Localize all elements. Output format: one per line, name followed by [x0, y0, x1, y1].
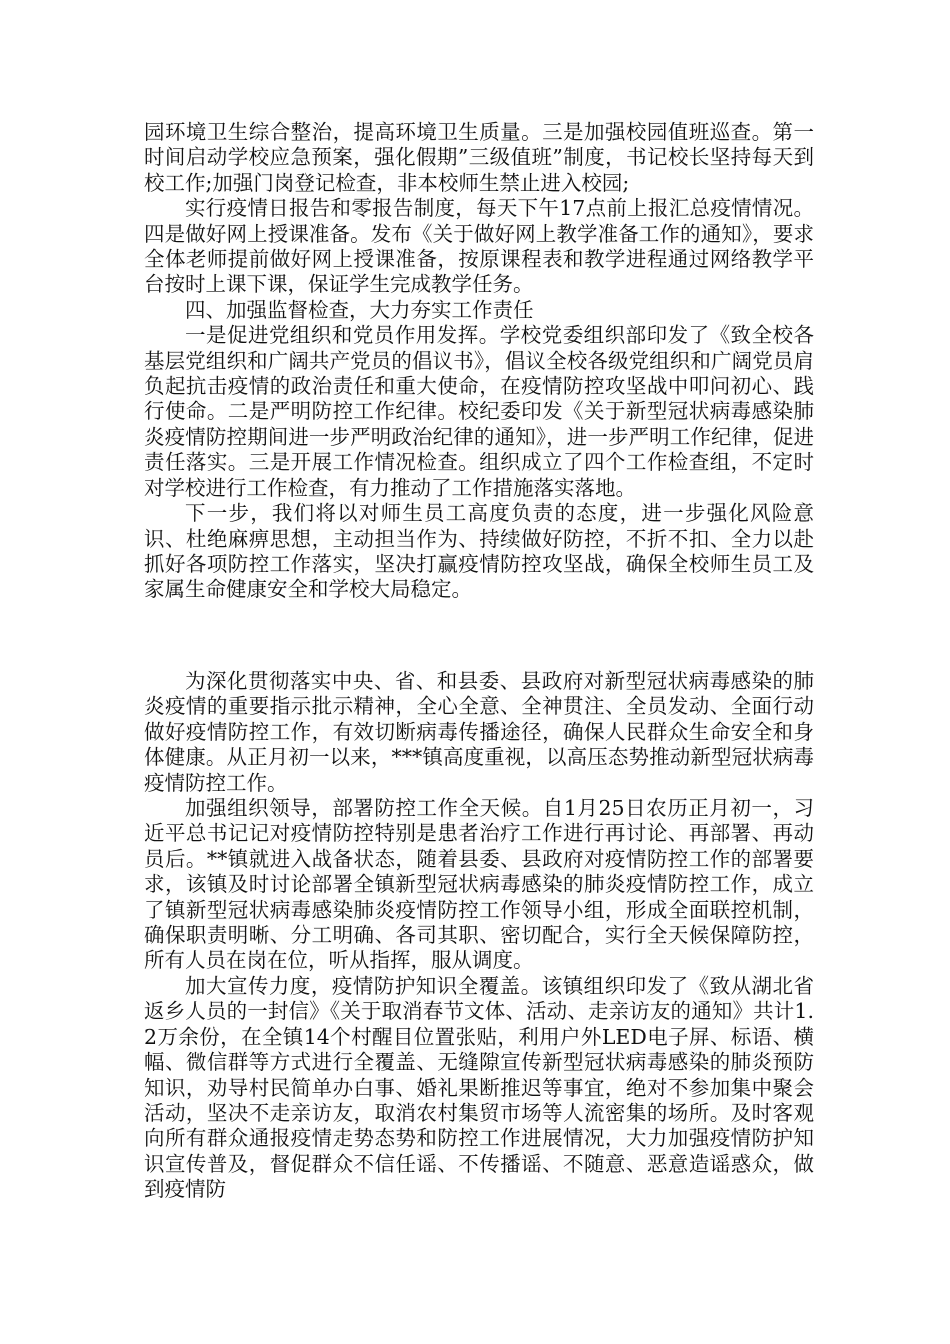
paragraph: 下一步，我们将以对师生员工高度负责的态度，进一步强化风险意识、杜绝麻痹思想，主动担当作为、持续做好防控，不折不扣、全力以赴抓好各项防控工作落实，坚决打赢疫情防控攻坚战，确保全校师生员工及家属生命健康安全和学校大局稳定。 — [144, 501, 814, 602]
section-heading: 四、加强监督检查，大力夯实工作责任 — [185, 297, 534, 322]
paragraph: 实行疫情日报告和零报告制度，每天下午17点前上报汇总疫情情况。四是做好网上授课准备。发布《关于做好网上教学准备工作的通知》，要求全体老师提前做好网上授课准备，按原课程表和教学进程通过网络教学平台按时上课下课，保证学生完成教学任务。 — [144, 196, 814, 297]
paragraph: 为深化贯彻落实中央、省、和县委、县政府对新型冠状病毒感染的肺炎疫情的重要指示批示精神，全心全意、全神贯注、全员发动、全面行动做好疫情防控工作，有效切断病毒传播途径，确保人民群众生命安全和身体健康。从正月初一以来，***镇高度重视，以高压态势推动新型冠状病毒疫情防控工作。 — [144, 669, 814, 795]
section-one — [144, 120, 814, 603]
paragraph: 一是促进党组织和党员作用发挥。学校党委组织部印发了《致全校各基层党组织和广阔共产党员的倡议书》，倡议全校各级党组织和广阔党员肩负起抗击疫情的政治责任和重大使命，在疫情防控攻坚战中叩问初心、践行使命。二是严明防控工作纪律。校纪委印发《关于新型冠状病毒感染肺炎疫情防控期间进一步严明政治纪律的通知》，进一步严明工作纪律，促进责任落实。三是开展工作情况检查。组织成立了四个工作检查组，不定时对学校进行工作检查，有力推动了工作措施落实落地。 — [144, 323, 814, 500]
paragraph: 园环境卫生综合整治，提高环境卫生质量。三是加强校园值班巡查。第一时间启动学校应急预案，强化假期”三级值班”制度，书记校长坚持每天到校工作;加强门岗登记检查，非本校师生禁止进入校园; — [144, 120, 814, 195]
section-two — [144, 669, 814, 1203]
paragraph: 加大宣传力度，疫情防护知识全覆盖。该镇组织印发了《致从湖北省返乡人员的一封信》《关于取消春节文体、活动、走亲访友的通知》共计1.2万余份，在全镇14个村醒目位置张贴，利用户外LED电子屏、标语、横幅、微信群等方式进行全覆盖、无缝隙宣传新型冠状病毒感染的肺炎预防知识，劝导村民简单办白事、婚礼果断推迟等事宜，绝对不参加集中聚会活动，坚决不走亲访友，取消农村集贸市场等人流密集的场所。及时客观向所有群众通报疫情走势态势和防控工作进展情况，大力加强疫情防护知识宣传普及，督促群众不信任谣、不传播谣、不随意、恶意造谣惑众，做到疫情防 — [144, 973, 814, 1202]
paragraph: 加强组织领导，部署防控工作全天候。自1月25日农历正月初一，习近平总书记记对疫情防控特别是患者治疗工作进行再讨论、再部署、再动员后。**镇就进入战备状态，随着县委、县政府对疫情防控工作的部署要求，该镇及时讨论部署全镇新型冠状病毒感染的肺炎疫情防控工作，成立了镇新型冠状病毒感染肺炎疫情防控工作领导小组，形成全面联控机制，确保职责明晰、分工明确、各司其职、密切配合，实行全天候保障防控，所有人员在岗在位，听从指挥，服从调度。 — [144, 796, 814, 973]
